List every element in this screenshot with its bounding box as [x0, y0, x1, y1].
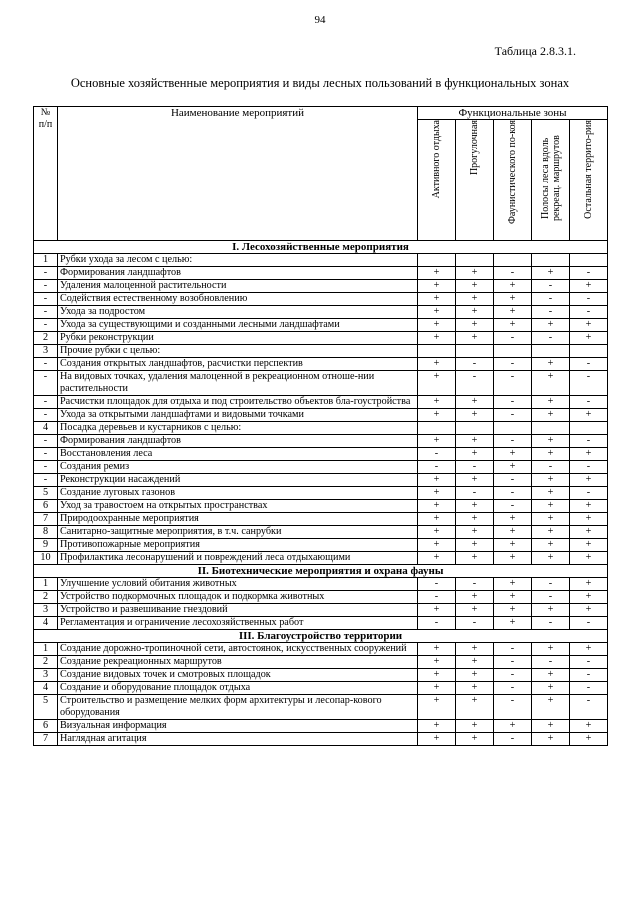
- zone-mark: +: [494, 539, 532, 552]
- num-header-line2: п/п: [38, 119, 53, 130]
- row-number: 6: [34, 720, 58, 733]
- activity-name: Устройство подкормочных площадок и подкормка животных: [58, 591, 418, 604]
- zone-mark: -: [456, 461, 494, 474]
- row-number: 5: [34, 487, 58, 500]
- zone-header-other-territory: [570, 120, 608, 241]
- zone-mark: +: [532, 487, 570, 500]
- row-number: 5: [34, 695, 58, 720]
- zone-mark: +: [570, 578, 608, 591]
- zone-mark: +: [418, 267, 456, 280]
- table-label: Таблица 2.8.3.1.: [494, 44, 576, 58]
- zone-mark: -: [494, 487, 532, 500]
- zone-mark: +: [418, 319, 456, 332]
- table-row: [34, 448, 608, 461]
- section-title: III. Благоустройство территории: [34, 630, 608, 643]
- row-number: -: [34, 358, 58, 371]
- row-number: 4: [34, 682, 58, 695]
- zone-mark: +: [532, 552, 570, 565]
- table-row: [34, 280, 608, 293]
- zone-mark: +: [532, 733, 570, 746]
- zone-mark: +: [456, 656, 494, 669]
- zone-mark: +: [494, 461, 532, 474]
- zone-mark: -: [418, 461, 456, 474]
- zone-mark: [456, 422, 494, 435]
- zone-mark: -: [494, 332, 532, 345]
- zone-mark: +: [418, 500, 456, 513]
- zone-mark: +: [570, 500, 608, 513]
- zone-mark: [456, 345, 494, 358]
- activity-name: Профилактика лесонарушений и повреждений леса отдыхающими: [58, 552, 418, 565]
- table-row: [34, 591, 608, 604]
- table-row: [34, 526, 608, 539]
- zone-mark: -: [418, 591, 456, 604]
- name-column-header: Наименование мероприятий: [58, 107, 418, 241]
- activity-name: Создание видовых точек и смотровых площадок: [58, 669, 418, 682]
- zone-mark: -: [456, 617, 494, 630]
- zone-mark: +: [532, 371, 570, 396]
- table-row: [34, 267, 608, 280]
- zone-mark: -: [570, 656, 608, 669]
- zone-mark: +: [456, 280, 494, 293]
- table-row: [34, 422, 608, 435]
- zone-mark: +: [532, 720, 570, 733]
- zone-mark: +: [418, 682, 456, 695]
- zone-mark: -: [570, 293, 608, 306]
- zone-mark: -: [494, 435, 532, 448]
- row-number: -: [34, 448, 58, 461]
- table-row: [34, 500, 608, 513]
- zone-mark: +: [418, 720, 456, 733]
- row-number: -: [34, 371, 58, 396]
- zone-mark: -: [532, 617, 570, 630]
- row-number: 2: [34, 656, 58, 669]
- row-number: 7: [34, 513, 58, 526]
- zone-mark: +: [570, 539, 608, 552]
- activity-name: Ухода за подростом: [58, 306, 418, 319]
- zone-mark: -: [570, 669, 608, 682]
- zone-mark: +: [494, 319, 532, 332]
- activity-name: Расчистки площадок для отдыха и под строительство объектов бла-гоустройства: [58, 396, 418, 409]
- zone-mark: +: [532, 409, 570, 422]
- zone-mark: -: [570, 487, 608, 500]
- table-row: [34, 682, 608, 695]
- table-row: [34, 358, 608, 371]
- zone-mark: +: [456, 332, 494, 345]
- section-title: II. Биотехнические мероприятия и охрана фауны: [34, 565, 608, 578]
- table-row: [34, 656, 608, 669]
- activity-name: Восстановления леса: [58, 448, 418, 461]
- zone-mark: +: [532, 526, 570, 539]
- zone-mark: +: [456, 319, 494, 332]
- row-number: 1: [34, 578, 58, 591]
- activity-name: Строительство и размещение мелких форм архитектуры и лесопар-кового оборудования: [58, 695, 418, 720]
- zone-mark: -: [532, 591, 570, 604]
- activity-name: Создание луговых газонов: [58, 487, 418, 500]
- row-number: -: [34, 435, 58, 448]
- zone-mark: -: [494, 733, 532, 746]
- zone-mark: -: [494, 371, 532, 396]
- zone-mark: +: [456, 733, 494, 746]
- zone-mark: +: [532, 500, 570, 513]
- zone-mark: -: [494, 409, 532, 422]
- table-row: [34, 695, 608, 720]
- activity-name: Противопожарные мероприятия: [58, 539, 418, 552]
- zone-mark: +: [494, 604, 532, 617]
- table-row: [34, 669, 608, 682]
- table-row: [34, 254, 608, 267]
- table-row: [34, 461, 608, 474]
- section-header-row: [34, 630, 608, 643]
- zone-mark: +: [418, 371, 456, 396]
- activity-name: Ухода за открытыми ландшафтами и видовыми точками: [58, 409, 418, 422]
- table-row: [34, 513, 608, 526]
- row-number: 4: [34, 422, 58, 435]
- zone-mark: -: [532, 461, 570, 474]
- zone-mark: +: [456, 604, 494, 617]
- row-number: 10: [34, 552, 58, 565]
- zone-mark: +: [494, 448, 532, 461]
- zone-mark: +: [570, 319, 608, 332]
- zone-mark: +: [494, 526, 532, 539]
- zone-mark: +: [532, 435, 570, 448]
- zone-mark: +: [532, 396, 570, 409]
- row-number: 7: [34, 733, 58, 746]
- zone-mark: +: [418, 552, 456, 565]
- zone-mark: +: [456, 720, 494, 733]
- zone-mark: +: [418, 435, 456, 448]
- zone-mark: +: [570, 448, 608, 461]
- zone-mark: +: [494, 552, 532, 565]
- zone-mark: +: [494, 293, 532, 306]
- activity-name: Удаления малоценной растительности: [58, 280, 418, 293]
- table-row: [34, 487, 608, 500]
- table-row: [34, 319, 608, 332]
- zone-mark: +: [570, 474, 608, 487]
- zone-mark: -: [494, 682, 532, 695]
- section-header-row: [34, 241, 608, 254]
- zone-mark: +: [494, 513, 532, 526]
- zone-mark: +: [570, 280, 608, 293]
- zone-mark: +: [494, 591, 532, 604]
- num-header-line1: №: [40, 107, 51, 118]
- zone-mark: +: [456, 552, 494, 565]
- zone-header-label: Полосы леса вдоль рекреац. маршрутов: [539, 135, 562, 221]
- zone-mark: [494, 254, 532, 267]
- zone-mark: +: [532, 643, 570, 656]
- table-row: [34, 617, 608, 630]
- zone-mark: [418, 254, 456, 267]
- zone-mark: +: [456, 435, 494, 448]
- zone-mark: +: [418, 358, 456, 371]
- zone-mark: +: [418, 513, 456, 526]
- zone-mark: +: [570, 409, 608, 422]
- zone-mark: +: [570, 720, 608, 733]
- table-row: [34, 552, 608, 565]
- row-number: 8: [34, 526, 58, 539]
- zone-mark: -: [418, 617, 456, 630]
- activity-name: Содействия естественному возобновлению: [58, 293, 418, 306]
- zone-mark: +: [418, 526, 456, 539]
- table-row: [34, 604, 608, 617]
- zone-mark: -: [570, 306, 608, 319]
- zone-mark: +: [418, 539, 456, 552]
- zone-mark: -: [532, 306, 570, 319]
- row-number: 3: [34, 669, 58, 682]
- row-number: 2: [34, 332, 58, 345]
- zone-mark: [532, 345, 570, 358]
- row-number: -: [34, 396, 58, 409]
- zone-mark: -: [532, 280, 570, 293]
- zone-mark: +: [456, 306, 494, 319]
- zone-mark: +: [456, 539, 494, 552]
- zone-mark: -: [570, 371, 608, 396]
- activity-name: Формирования ландшафтов: [58, 267, 418, 280]
- zone-mark: +: [532, 682, 570, 695]
- activity-name: Устройство и развешивание гнездовий: [58, 604, 418, 617]
- activity-name: Санитарно-защитные мероприятия, в т.ч. санрубки: [58, 526, 418, 539]
- activity-name: Создания ремиз: [58, 461, 418, 474]
- zone-mark: [570, 345, 608, 358]
- zone-mark: -: [494, 358, 532, 371]
- zone-mark: +: [456, 669, 494, 682]
- table-row: [34, 306, 608, 319]
- zone-mark: +: [418, 474, 456, 487]
- zone-mark: +: [418, 604, 456, 617]
- activity-name: Рубки ухода за лесом с целью:: [58, 254, 418, 267]
- table-row: [34, 474, 608, 487]
- zone-mark: [532, 422, 570, 435]
- table-row: [34, 345, 608, 358]
- zone-mark: +: [570, 643, 608, 656]
- zone-mark: -: [456, 487, 494, 500]
- zone-mark: +: [532, 319, 570, 332]
- table-row: [34, 409, 608, 422]
- zone-mark: -: [456, 371, 494, 396]
- zone-mark: +: [532, 539, 570, 552]
- zone-mark: +: [456, 591, 494, 604]
- zone-mark: +: [494, 617, 532, 630]
- zone-mark: +: [418, 643, 456, 656]
- table-row: [34, 396, 608, 409]
- zone-header-label: Прогулочная: [469, 120, 480, 176]
- activity-name: Природоохранные мероприятия: [58, 513, 418, 526]
- zone-mark: -: [532, 656, 570, 669]
- zone-mark: +: [418, 487, 456, 500]
- zone-mark: +: [418, 669, 456, 682]
- zone-mark: [494, 345, 532, 358]
- zone-mark: +: [456, 682, 494, 695]
- zone-mark: +: [570, 591, 608, 604]
- zone-mark: [532, 254, 570, 267]
- table-row: [34, 435, 608, 448]
- activity-name: Уход за травостоем на открытых пространствах: [58, 500, 418, 513]
- activity-name: Создание и оборудование площадок отдыха: [58, 682, 418, 695]
- row-number: -: [34, 409, 58, 422]
- zone-header-label: Фаунистического по-коя: [507, 120, 518, 224]
- zone-mark: -: [494, 474, 532, 487]
- zone-mark: -: [570, 461, 608, 474]
- zone-mark: -: [456, 578, 494, 591]
- zone-mark: +: [418, 332, 456, 345]
- zone-mark: +: [494, 306, 532, 319]
- zone-mark: +: [532, 513, 570, 526]
- zone-mark: +: [532, 695, 570, 720]
- zone-header-label: Остальная террито-рия: [583, 120, 594, 219]
- zone-mark: -: [494, 656, 532, 669]
- activity-name: Наглядная агитация: [58, 733, 418, 746]
- zone-mark: +: [456, 500, 494, 513]
- zone-mark: +: [456, 396, 494, 409]
- zone-mark: +: [456, 643, 494, 656]
- zone-mark: +: [456, 695, 494, 720]
- zone-mark: +: [532, 358, 570, 371]
- zone-mark: +: [456, 513, 494, 526]
- section-title: I. Лесохозяйственные мероприятия: [34, 241, 608, 254]
- row-number: -: [34, 461, 58, 474]
- row-number: 4: [34, 617, 58, 630]
- zone-mark: -: [570, 695, 608, 720]
- zone-mark: +: [418, 656, 456, 669]
- zone-mark: -: [494, 643, 532, 656]
- zone-mark: +: [418, 280, 456, 293]
- row-number: -: [34, 267, 58, 280]
- activity-name: Визуальная информация: [58, 720, 418, 733]
- zone-mark: +: [570, 526, 608, 539]
- zone-mark: +: [456, 409, 494, 422]
- activity-name: Создание рекреационных маршрутов: [58, 656, 418, 669]
- section-header-row: [34, 565, 608, 578]
- zone-mark: -: [494, 500, 532, 513]
- zone-mark: +: [418, 293, 456, 306]
- activity-name: Ухода за существующими и созданными лесными ландшафтами: [58, 319, 418, 332]
- zones-header: Функциональные зоны: [418, 107, 608, 120]
- table-row: [34, 539, 608, 552]
- zone-mark: -: [494, 695, 532, 720]
- zone-mark: +: [532, 604, 570, 617]
- zone-mark: +: [456, 526, 494, 539]
- activity-name: На видовых точках, удаления малоценной в рекреационном отноше-нии растительности: [58, 371, 418, 396]
- zone-mark: -: [570, 682, 608, 695]
- zone-mark: +: [570, 604, 608, 617]
- zone-header-label: Активного отдыха: [431, 120, 442, 199]
- row-number: 2: [34, 591, 58, 604]
- activity-name: Улучшение условий обитания животных: [58, 578, 418, 591]
- zone-mark: [418, 422, 456, 435]
- zone-mark: +: [494, 578, 532, 591]
- row-number: 6: [34, 500, 58, 513]
- zone-mark: +: [418, 695, 456, 720]
- zone-mark: [570, 254, 608, 267]
- zone-mark: -: [532, 578, 570, 591]
- num-column-header: [34, 107, 58, 241]
- zone-mark: [418, 345, 456, 358]
- activity-name: Создание дорожно-тропиночной сети, автостоянок, искусственных сооружений: [58, 643, 418, 656]
- zone-mark: -: [570, 267, 608, 280]
- activity-name: Создания открытых ландшафтов, расчистки перспектив: [58, 358, 418, 371]
- zone-mark: +: [494, 720, 532, 733]
- row-number: 1: [34, 254, 58, 267]
- zone-mark: -: [570, 396, 608, 409]
- row-number: -: [34, 293, 58, 306]
- zone-mark: -: [494, 396, 532, 409]
- row-number: -: [34, 474, 58, 487]
- table-row: [34, 332, 608, 345]
- zone-mark: +: [532, 669, 570, 682]
- table-row: [34, 733, 608, 746]
- page-number: 94: [314, 14, 326, 26]
- zone-mark: [570, 422, 608, 435]
- activity-name: Реконструкции насаждений: [58, 474, 418, 487]
- table-body: [34, 241, 608, 746]
- zone-header-walking: [456, 120, 494, 241]
- zone-mark: -: [532, 332, 570, 345]
- activity-name: Посадка деревьев и кустарников с целью:: [58, 422, 418, 435]
- zone-mark: +: [456, 474, 494, 487]
- row-number: 3: [34, 345, 58, 358]
- zone-mark: +: [456, 448, 494, 461]
- zone-header-route-strips: [532, 120, 570, 241]
- row-number: 3: [34, 604, 58, 617]
- zone-mark: [494, 422, 532, 435]
- table-row: [34, 371, 608, 396]
- row-number: 9: [34, 539, 58, 552]
- zone-mark: +: [418, 306, 456, 319]
- activity-name: Регламентация и ограничение лесохозяйственных работ: [58, 617, 418, 630]
- zone-mark: -: [456, 358, 494, 371]
- zone-mark: +: [570, 733, 608, 746]
- zone-mark: +: [570, 513, 608, 526]
- activity-name: Прочие рубки с целью:: [58, 345, 418, 358]
- zone-mark: -: [570, 617, 608, 630]
- zone-mark: -: [532, 293, 570, 306]
- zone-mark: -: [494, 669, 532, 682]
- zone-mark: +: [494, 280, 532, 293]
- zone-header-fauna-rest: [494, 120, 532, 241]
- row-number: -: [34, 306, 58, 319]
- zone-header-active-rest: [418, 120, 456, 241]
- row-number: -: [34, 319, 58, 332]
- zone-mark: -: [418, 578, 456, 591]
- zone-mark: +: [418, 733, 456, 746]
- zone-mark: +: [418, 409, 456, 422]
- row-number: -: [34, 280, 58, 293]
- zone-mark: +: [456, 293, 494, 306]
- zone-mark: -: [570, 358, 608, 371]
- table-row: [34, 293, 608, 306]
- zone-mark: +: [418, 396, 456, 409]
- zone-mark: [456, 254, 494, 267]
- table-row: [34, 720, 608, 733]
- zone-mark: -: [494, 267, 532, 280]
- table-caption: Основные хозяйственные мероприятия и виды лесных пользований в функциональных зонах: [70, 76, 570, 90]
- activities-table: [33, 106, 608, 746]
- row-number: 1: [34, 643, 58, 656]
- table-row: [34, 578, 608, 591]
- zone-mark: +: [456, 267, 494, 280]
- activity-name: Формирования ландшафтов: [58, 435, 418, 448]
- zone-mark: -: [418, 448, 456, 461]
- zone-mark: -: [570, 435, 608, 448]
- zone-mark: +: [532, 474, 570, 487]
- activity-name: Рубки реконструкции: [58, 332, 418, 345]
- zone-mark: +: [532, 267, 570, 280]
- zone-mark: +: [532, 448, 570, 461]
- zone-mark: +: [570, 552, 608, 565]
- table-row: [34, 643, 608, 656]
- zone-mark: +: [570, 332, 608, 345]
